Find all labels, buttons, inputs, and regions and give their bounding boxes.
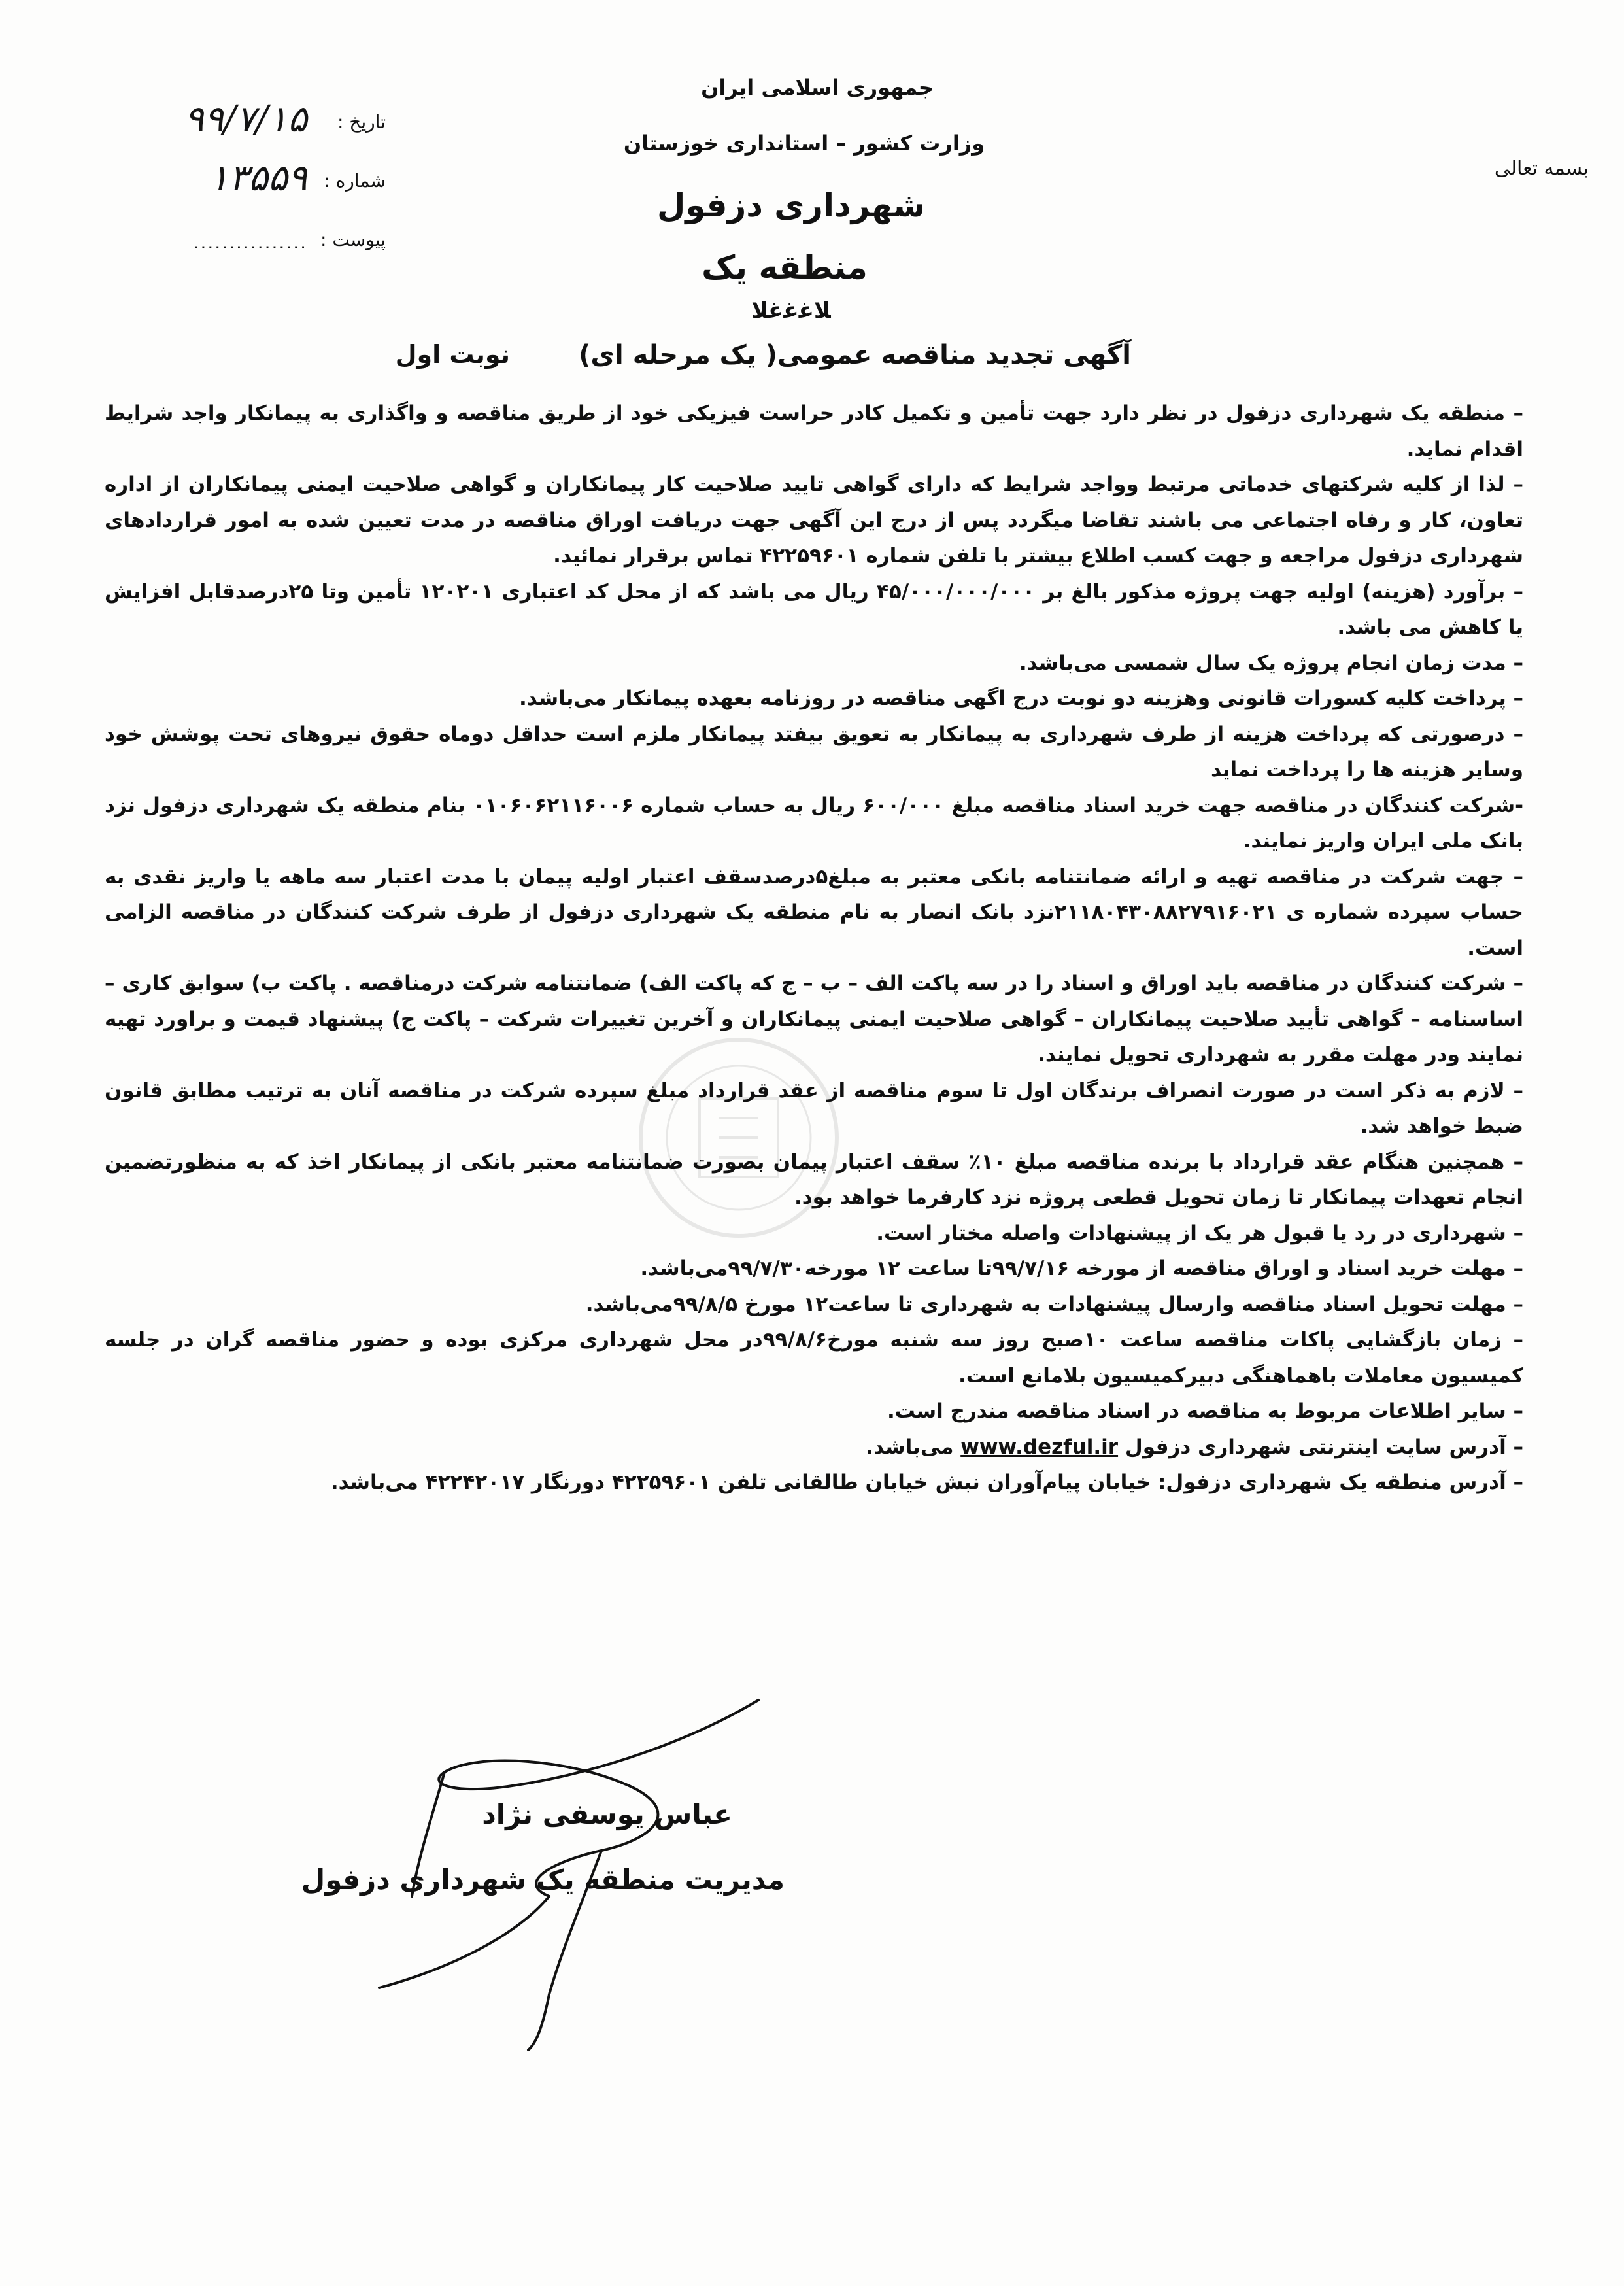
website-prefix: – آدرس سایت اینترنتی شهرداری دزفول [1125,1435,1523,1459]
paragraph: -شرکت کنندگان در مناقصه جهت خرید اسناد مناقصه مبلغ ۶۰۰/۰۰۰ ریال به حساب شماره ۰۱۰۶۰۶۲۱۱۶۰۰۶ بنام منطقه یک شهرداری دزفول نزد بانک ملی ایران واریز نمایند. [105,793,1523,853]
number-label: شماره : [324,170,386,192]
signatory-name: عباس یوسفی نژاد [482,1798,732,1830]
date-label: تاریخ : [337,111,386,133]
address-paragraph: – آدرس منطقه یک شهرداری دزفول: خیابان پیام‌آوران نبش خیابان طالقانی تلفن ۴۲۲۵۹۶۰۱ دورنگار ۴۲۲۴۲۰۱۷ می‌باشد. [330,1471,1523,1494]
paragraph: – درصورتی که پرداخت هزینه از طرف شهرداری به پیمانکار به تعویق بیفتد پیمانکار ملزم است حداقل دوماه حقوق نیروهای تحت پوشش خود وسایر هزینه ها را پرداخت نماید [105,722,1523,781]
municipality-heading: شهرداری دزفول [656,186,925,224]
paragraph: – زمان بازگشایی پاکات مناقصه ساعت ۱۰صبح روز سه شنبه مورخ۹۹/۸/۶در محل شهرداری مرکزی بوده و حضور مناقصه گران در جلسه کمیسیون معاملات باهماهنگی دبیرکمیسیون بلامانع است. [105,1328,1523,1388]
date-row [150,98,386,157]
paragraph: – همچنین هنگام عقد قرارداد با برنده مناقصه مبلغ ۱۰٪ سقف اعتبار پیمان بصورت ضمانتنامه معتبر بانکی از پیمانکار اخذ که به منظورتضمین انجام تعهدات پیمانکار تا زمان تحویل قطعی پروژه نزد کارفرما خواهد بود. [105,1150,1523,1209]
paragraph: – برآورد (هزینه) اولیه جهت پروژه مذکور بالغ بر ۴۵/۰۰۰/۰۰۰/۰۰۰ ریال می باشد که از محل کد اعتباری ۱۲۰۲۰۱ تأمین وتا ۲۵درصدقابل افزایش یا کاهش می باشد. [105,579,1523,639]
paragraph: – مهلت خرید اسناد و اوراق مناقصه از مورخه ۹۹/۷/۱۶تا ساعت ۱۲ مورخه۹۹/۷/۳۰می‌باشد. [640,1257,1523,1280]
date-value: ۹۹/۷/۱۵ [184,98,307,141]
attachment-label: پیوست : [320,229,386,250]
paragraph: – جهت شرکت در مناقصه تهیه و ارائه ضمانتنامه بانکی معتبر به مبلغ۵درصدسقف اعتبار اولیه پیمان با مدت اعتبار سه ماهه یا واریز نقدی به حساب سپرده شماره ی ۲۱۱۸۰۴۳۰۸۸۲۷۹۱۶۰۲۱نزد بانک انصار به نام منطقه یک شهرداری دزفول از طرف شرکت کنندگان در مناقصه الزامی است. [105,864,1523,960]
paragraph: – شهرداری در رد یا قبول هر یک از پیشنهادات واصله مختار است. [876,1221,1523,1245]
republic-heading: جمهوری اسلامی ایران [701,75,934,100]
attachment-row [150,216,386,275]
letter-meta [150,98,386,275]
paragraph: – مهلت تحویل اسناد مناقصه وارسال پیشنهادات به شهرداری تا ساعت۱۲ مورخ ۹۹/۸/۵می‌باشد. [585,1292,1523,1316]
notice-title: آگهی تجدید مناقصه عمومی( یک مرحله ای) [579,340,1131,370]
website-link[interactable]: www.dezful.ir [960,1435,1119,1459]
paragraph: – منطقه یک شهرداری دزفول در نظر دارد جهت تأمین و تکمیل کادر حراست فیزیکی خود از طریق مناقصه و واگذاری به پیمانکار واجد شرایط اقدام نماید. [105,401,1523,461]
paragraph: – لذا از کلیه شرکتهای خدماتی مرتبط وواجد شرایط که دارای گواهی تایید صلاحیت کار پیمانکاران و گواهی صلاحیت ایمنی پیمانکاران از اداره تعاون، کار و رفاه اجتماعی می باشند تقاضا میگردد پس از درج این آگهی جهت دریافت اوراق مناقصه در مدت تعیین شده به امور قراردادهای شهرداری دزفول مراجعه و جهت کسب اطلاع بیشتر با تلفن شماره ۴۲۲۵۹۶۰۱ تماس برقرار نمائید. [105,473,1523,568]
ministry-heading: وزارت کشور – استانداری خوزستان [623,131,985,156]
paragraph: – لازم به ذکر است در صورت انصراف برندگان اول تا سوم مناقصه از عقد قرارداد مبلغ سپرده شرکت در مناقصه آنان به ترتیب مطابق قانون ضبط خواهد شد. [105,1078,1523,1138]
notice-round: نوبت اول [395,340,510,369]
header-ornament: ﻼﻏﻏﻏﻼ [751,298,831,324]
paragraph: – مدت زمان انجام پروژه یک سال شمسی می‌باشد. [1019,651,1523,675]
website-suffix: می‌باشد. [866,1435,954,1459]
number-row [150,157,386,216]
district-heading: منطقه یک [702,248,868,286]
bismillah-heading: بسمه تعالی [1494,157,1589,180]
website-paragraph [105,1429,1523,1465]
number-value: ۱۳۵۵۹ [209,157,307,199]
notice-body [105,396,1523,1501]
paragraph: – شرکت کنندگان در مناقصه باید اوراق و اسناد را در سه پاکت الف – ب – ج که پاکت الف) ضمانتنامه شرکت درمناقصه . پاکت ب) سوابق کاری – اساسنامه – گواهی تأیید صلاحیت پیمانکاران – گواهی صلاحیت ایمنی پیمانکاران و آخرین تغییرات شرکت – پاکت ج) پیشنهاد قیمت و براورد تهیه نمایند ودر مهلت مقرر به شهرداری تحویل نمایند. [105,972,1523,1066]
signatory-title: مدیریت منطقه یک شهرداری دزفول [301,1864,785,1896]
paragraph: – پرداخت کلیه کسورات قانونی وهزینه دو نوبت درج اگهی مناقصه در روزنامه بعهده پیمانکار می‌باشد. [518,687,1523,710]
paragraph: – سایر اطلاعات مربوط به مناقصه در اسناد مناقصه مندرج است. [887,1399,1523,1423]
attachment-value: ................ [193,231,307,253]
